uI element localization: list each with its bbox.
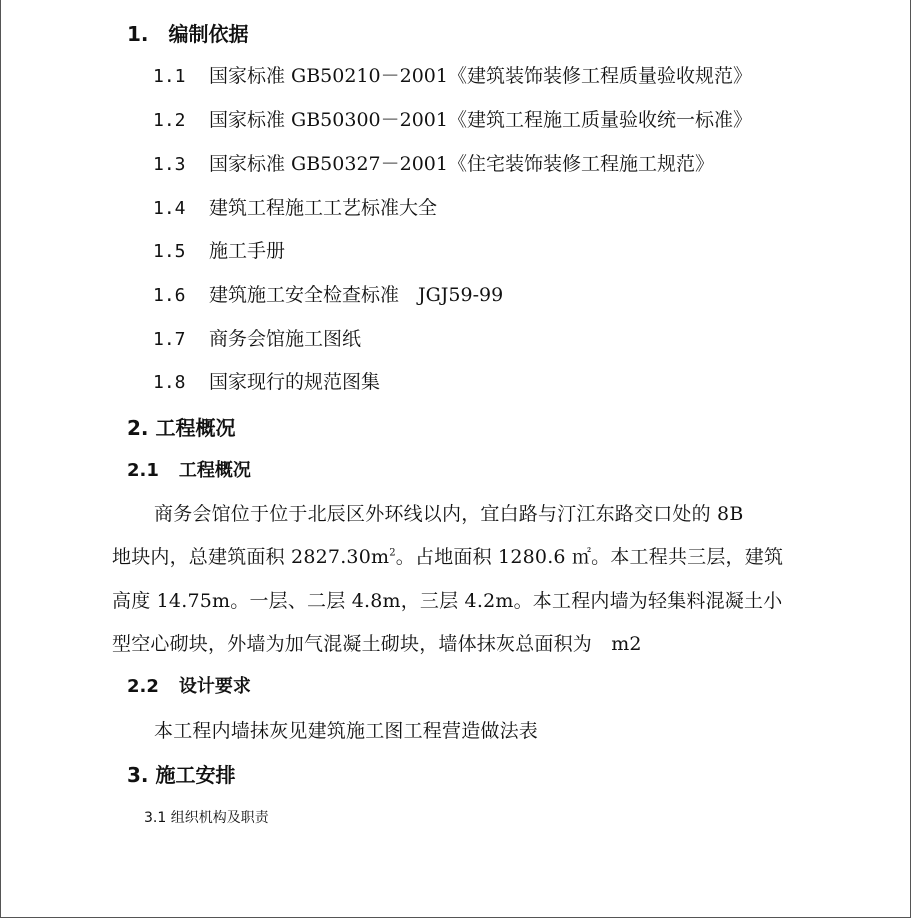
list-item: 1.7 商务会馆施工图纸 [153,328,362,350]
subsection-2-2-heading: 2.2 设计要求 [127,676,251,697]
paragraph-line: 商务会馆位于位于北辰区外环线以内，宜白路与汀江东路交口处的 8B [154,503,744,525]
section-1-heading [127,24,249,44]
list-item: 1.6 建筑施工安全检查标准 JGJ59-99 [153,284,504,306]
subsection-2-1-heading: 2.1 工程概况 [127,460,251,481]
list-item: 1.4 建筑工程施工工艺标准大全 [153,197,438,219]
section-1-title: 编制依据 [168,22,249,46]
paragraph-line: 高度 14.75m。一层、二层 4.8m，三层 4.2m。本工程内墙为轻集料混凝土小 [112,590,783,612]
subsection-3-1-heading: 3.1 组织机构及职责 [144,810,269,826]
list-item: 1.1 国家标准 GB50210－2001《建筑装饰装修工程质量验收规范》 [153,65,752,87]
paragraph-line: 型空心砌块，外墙为加气混凝土砌块，墙体抹灰总面积为 m2 [112,633,642,655]
list-item: 1.3 国家标准 GB50327－2001《住宅装饰装修工程施工规范》 [153,153,714,175]
list-item: 1.2 国家标准 GB50300－2001《建筑工程施工质量验收统一标准》 [153,109,752,131]
paragraph-line: 地块内，总建筑面积 $2827.30m^2$。占地面积 1280.6 ㎡。本工程共三层，建筑 [112,546,784,568]
section-2-heading: 2. 工程概况 [127,416,236,440]
list-item: 1.8 国家现行的规范图集 [153,371,381,393]
section-3-heading: 3. 施工安排 [127,763,236,787]
paragraph-line: 本工程内墙抹灰见建筑施工图工程营造做法表 [154,720,539,742]
list-item: 1.5 施工手册 [153,240,286,262]
section-1-number: 1. [127,22,149,46]
